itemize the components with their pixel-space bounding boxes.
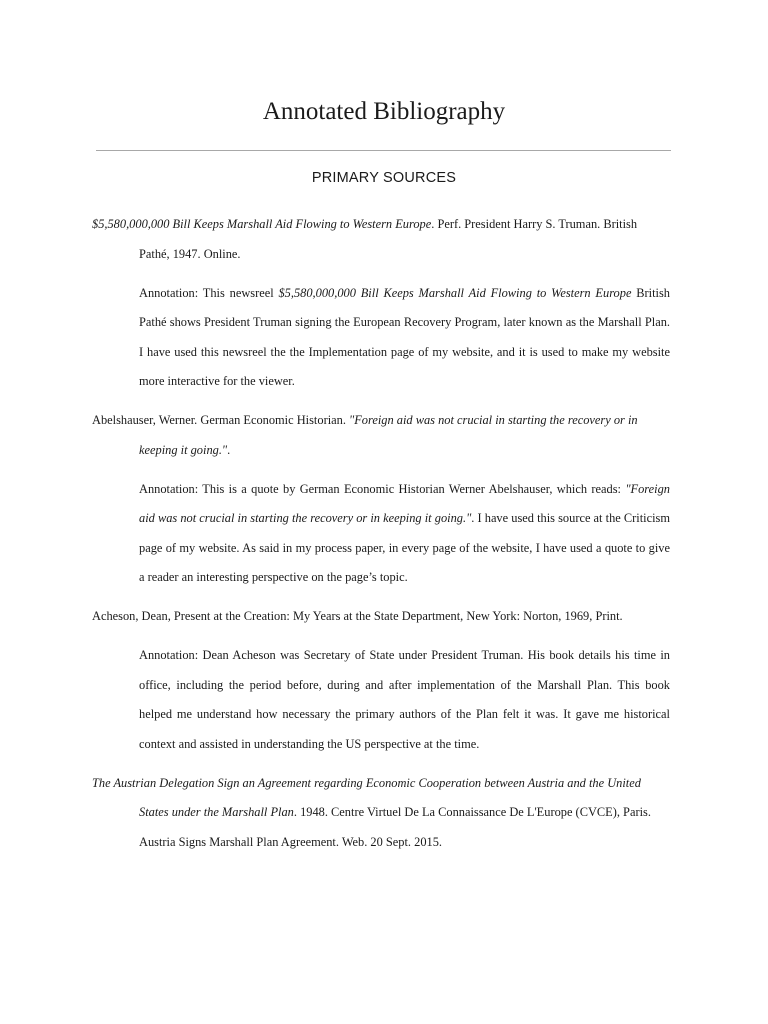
annotation-truman-newsreel xyxy=(139,279,670,397)
citation-quote: "Foreign aid was not crucial in starting the recovery or in keeping it going." xyxy=(139,413,638,457)
citation-acheson xyxy=(92,602,670,632)
document-title: Annotated Bibliography xyxy=(262,98,506,125)
annotation-acheson xyxy=(139,641,670,759)
annotation-quote: "Foreign aid was not crucial in starting the recovery or in keeping it going." xyxy=(139,481,670,525)
section-heading: PRIMARY SOURCES xyxy=(311,170,457,186)
annotation-body: . I have used this source at the Criticism page of my website. As said in my process paper, in every page of the website, I have used a quote to give a reader an interesting perspective on the page’s topic. xyxy=(139,511,670,584)
annotation-title: $5,580,000,000 Bill Keeps Marshall Aid Flowing to Western Europe xyxy=(278,285,632,300)
citation-title: The Austrian Delegation Sign an Agreement regarding Economic Cooperation between Austria and the United States under the Marshall Plan xyxy=(92,775,641,819)
annotation-body: British Pathé shows President Truman signing the European Recovery Program, later known as the Marshall Plan. I have used this newsreel the the Implementation page of my website, and it is used to make my website more interactive for the viewer. xyxy=(139,285,671,388)
citation-title: $5,580,000,000 Bill Keeps Marshall Aid Flowing to Western Europe xyxy=(92,217,432,231)
citation-end: . xyxy=(227,442,231,457)
citation-text: Acheson, Dean, Present at the Creation: My Years at the State Department, New York: Norton, 1969, Print. xyxy=(92,609,623,623)
citation-author: Abelshauser, Werner. German Economic Historian. xyxy=(92,413,350,427)
title-divider xyxy=(96,150,671,151)
citation-truman-newsreel xyxy=(92,210,670,269)
bibliography-content xyxy=(92,210,670,867)
annotation-lead: Annotation: This newsreel xyxy=(139,285,279,300)
citation-details: . 1948. Centre Virtuel De La Connaissance De L'Europe (CVCE), Paris. Austria Signs Marshall Plan Agreement. Web. 20 Sept. 2015. xyxy=(139,805,651,849)
annotation-lead: Annotation: This is a quote by German Economic Historian Werner Abelshauser, which reads: xyxy=(139,481,626,496)
citation-abelshauser xyxy=(92,406,670,465)
annotation-abelshauser xyxy=(139,475,670,593)
annotation-body: Annotation: Dean Acheson was Secretary of State under President Truman. His book details his time in office, including the period before, during and after implementation of the Marshall Plan. This book helped me understand how necessary the primary authors of the Plan felt it was. It gave me historical context and assisted in understanding the US perspective at the time. xyxy=(139,648,670,751)
citation-austrian-delegation xyxy=(92,769,670,858)
citation-details: . Perf. President Harry S. Truman. British Pathé, 1947. Online. xyxy=(139,217,638,261)
